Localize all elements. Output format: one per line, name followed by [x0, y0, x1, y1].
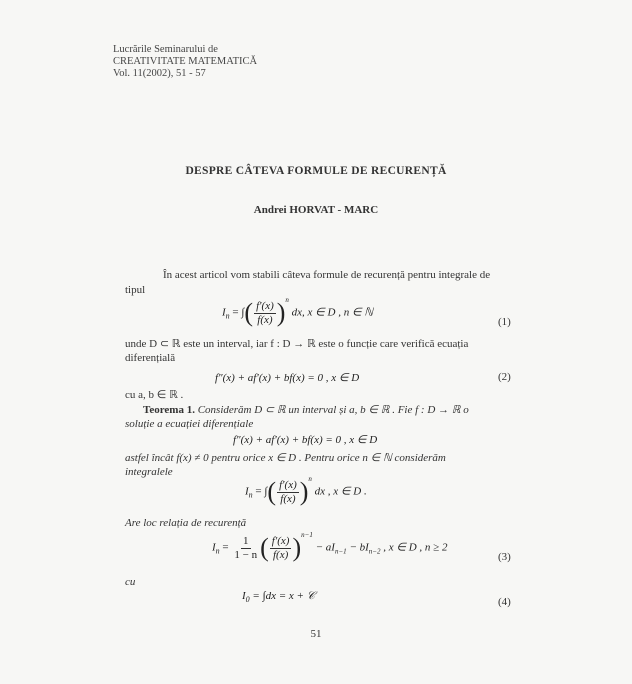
equation-2: f″(x) + af′(x) + bf(x) = 0 , x ∈ D: [215, 372, 360, 384]
equation-label-3: (3): [498, 551, 511, 563]
page-number: 51: [310, 628, 322, 640]
paren-left: (: [260, 533, 269, 562]
body-text-3: cu a, b ∈ ℝ .: [125, 389, 184, 401]
body-text: unde D ⊂ ℝ este un interval, iar f : D → ℝ este o funcție care verifică ecuația: [125, 338, 469, 350]
paren-left: (: [244, 298, 254, 327]
eq3-num: f′(x): [271, 534, 290, 547]
journal-title: CREATIVITATE MATEMATICĂ: [113, 56, 258, 67]
eq3-sub-n2: n−2: [368, 547, 381, 556]
eq3-coefficient: [232, 535, 259, 562]
integral-pow: n: [308, 475, 312, 483]
integral-sub: n: [248, 490, 253, 500]
eq1-mid: = ∫: [229, 306, 245, 319]
eq1-sub: n: [225, 311, 230, 321]
theorem-text: Considerăm D ⊂ ℝ un interval și a, b ∈ ℝ . Fie f : D → ℝ o: [194, 404, 469, 416]
eq1-rest: dx, x ∈ D , n ∈ ℕ: [291, 306, 374, 319]
eq3-sub: n: [215, 546, 220, 556]
theorem-text-2: soluție a ecuației diferențiale: [125, 418, 254, 430]
eq1-lhs: I: [222, 306, 226, 319]
eq4-sub: 0: [245, 595, 250, 605]
eq3-tail: , x ∈ D , n ≥ 2: [380, 541, 448, 554]
eq4-intro: cu: [125, 576, 136, 588]
integral-mid: = ∫: [252, 485, 268, 498]
paren-right: ): [299, 477, 309, 506]
equation-label-2: (2): [498, 371, 511, 383]
eq3-one: 1: [243, 534, 249, 547]
equation-1: [222, 298, 373, 328]
eq4-lhs: I: [242, 590, 246, 602]
intro-text-2: tipul: [125, 284, 146, 296]
equation-label-1: (1): [498, 316, 511, 328]
eq1-num: f′(x): [256, 299, 274, 312]
paren-left: (: [267, 477, 277, 506]
integral-fraction: [277, 479, 299, 506]
eq3-den: 1 − n: [234, 548, 258, 561]
eq3-fden: f(x): [272, 548, 289, 561]
paren-right: ): [276, 298, 286, 327]
equation-4: [242, 590, 315, 604]
theorem-label: Teorema 1.: [143, 404, 195, 416]
intro-text: În acest articol vom stabili câteva formule de recurență pentru integrale de: [163, 269, 491, 281]
eq1-pow: n: [285, 296, 289, 304]
integral-lhs: I: [245, 485, 249, 498]
eq1-den: f(x): [257, 313, 273, 326]
theorem-text-3: astfel încât f(x) ≠ 0 pentru orice x ∈ D . Pentru orice n ∈ ℕ considerăm: [125, 452, 446, 464]
recurrence-intro: Are loc relația de recurență: [125, 517, 247, 529]
eq3-pow: n−1: [301, 531, 313, 539]
eq1-fraction: [254, 300, 276, 327]
eq3-sub-n1: n−1: [334, 547, 347, 556]
integral-rest: dx , x ∈ D .: [314, 485, 367, 498]
paper-author: Andrei HORVAT - MARC: [253, 204, 379, 216]
theorem-text-4: integralele: [125, 466, 173, 478]
paren-right: ): [292, 533, 302, 562]
journal-volume: Vol. 11(2002), 51 - 57: [113, 68, 206, 79]
integral-den: f(x): [280, 492, 296, 505]
journal-header: [113, 44, 257, 80]
theorem-equation: f″(x) + af′(x) + bf(x) = 0 , x ∈ D: [233, 434, 378, 446]
eq4-rhs: = ∫dx = x + 𝒞: [252, 590, 315, 602]
equation-3: $I_n$ = $\frac{1}{1 - n}$ ( $\frac{f'(x)}{f(x)}$ )$^{n-1} - aI_{n-1} - bI_{n-2}$ , x ∈ D , n ≥ 2: [212, 531, 448, 562]
eq3-lhs: I: [212, 541, 216, 554]
eq3-fraction: [270, 535, 292, 562]
theorem-statement: [143, 403, 469, 416]
journal-name: Lucrările Seminarului de: [113, 44, 218, 55]
theorem-integral: [245, 477, 367, 507]
eq3-rest2: − bI: [346, 541, 369, 554]
body-text-2: diferențială: [125, 352, 176, 364]
eq3-rest: − aI: [315, 541, 335, 554]
paper-title: DESPRE CÂTEVA FORMULE DE RECURENȚĂ: [185, 165, 447, 177]
integral-num: f′(x): [279, 478, 297, 491]
equation-label-4: (4): [498, 596, 511, 608]
